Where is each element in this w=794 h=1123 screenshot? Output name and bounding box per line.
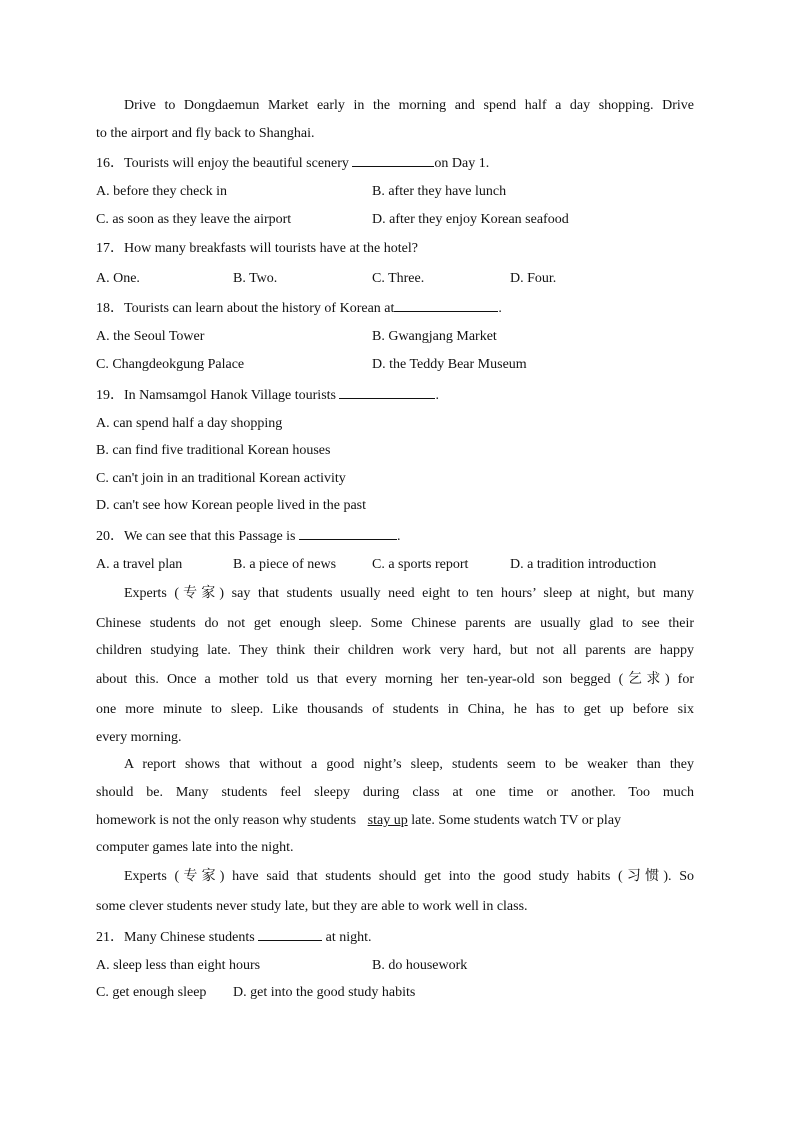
question-20-options [96,556,696,574]
question-17-stem: 17．How many breakfasts will tourists have at the hotel? [96,241,418,256]
option-b: B. do housework [372,958,468,973]
question-16-options-row2 [96,211,696,229]
option-b: B. after they have lunch [372,184,507,199]
passage-text: homework is not the only reason why students [96,813,357,828]
option-c: C. a sports report [372,557,469,572]
question-20-stem [96,526,401,544]
answer-blank [339,385,435,399]
option-b: B. a piece of news [233,557,337,572]
option-d: D. get into the good study habits [233,985,416,1000]
passage-line: some clever students never study late, but they are able to work well in class. [96,899,528,914]
passage-line [96,812,694,830]
answer-blank [352,153,434,167]
option-b: B. Two. [233,271,278,286]
question-stem-text: . [498,301,502,316]
option-d: D. a tradition introduction [510,557,657,572]
question-stem-text: . [435,388,439,403]
passage-line: to the airport and fly back to Shanghai. [96,126,315,141]
passage-line: Chinese students do not get enough sleep. Some Chinese parents are usually glad to see their [96,616,694,631]
question-21-stem [96,927,372,945]
option-c: C. can't join in an traditional Korean activity [96,471,346,486]
question-16-options-row1 [96,183,696,201]
passage-line: Experts (专家) say that students usually need eight to ten hours’ sleep at night, but many [124,586,694,601]
passage-line: children studying late. They think their children work very hard, but not all parents are happy [96,643,694,658]
question-stem-text: 19．In Namsamgol Hanok Village tourists [96,388,336,403]
question-18-stem [96,298,502,316]
question-19-stem [96,385,439,403]
question-21-options-row1 [96,957,696,975]
passage-line: one more minute to sleep. Like thousands of students in China, he has to get up before six [96,702,694,717]
passage-line: about this. Once a mother told us that every morning her ten-year-old son begged (乞求) for [96,672,694,687]
option-d: D. can't see how Korean people lived in the past [96,498,366,513]
underlined-phrase: stay up [367,813,408,828]
option-d: D. Four. [510,271,557,286]
question-21-options-row2 [96,984,696,1002]
option-a: A. One. [96,271,140,286]
question-stem-text: at night. [325,930,372,945]
option-a: A. a travel plan [96,557,183,572]
passage-line: should be. Many students feel sleepy during class at one time or another. Too much [96,785,694,800]
option-a: A. sleep less than eight hours [96,958,261,973]
passage-line: computer games late into the night. [96,840,294,855]
option-b: B. can find five traditional Korean houses [96,443,331,458]
question-stem-text: . [397,529,401,544]
passage-line: Experts (专家) have said that students should get into the good study habits (习惯). So [124,869,694,884]
option-c: C. Changdeokgung Palace [96,357,245,372]
option-c: C. get enough sleep [96,985,207,1000]
question-stem-text: 21．Many Chinese students [96,930,255,945]
option-c: C. Three. [372,271,425,286]
option-b: B. Gwangjang Market [372,329,497,344]
question-stem-text: 20．We can see that this Passage is [96,529,296,544]
question-stem-text: 16．Tourists will enjoy the beautiful scenery [96,156,349,171]
passage-line: A report shows that without a good night’s sleep, students seem to be weaker than they [124,757,694,772]
option-a: A. before they check in [96,184,227,199]
question-16-stem [96,153,489,171]
option-d: D. after they enjoy Korean seafood [372,212,569,227]
option-a: A. can spend half a day shopping [96,416,283,431]
option-a: A. the Seoul Tower [96,329,205,344]
question-18-options-row2 [96,356,696,374]
question-17-options [96,270,696,288]
question-stem-text: 18．Tourists can learn about the history of Korean at [96,301,395,316]
option-c: C. as soon as they leave the airport [96,212,292,227]
passage-line: Drive to Dongdaemun Market early in the morning and spend half a day shopping. Drive [124,98,694,113]
question-18-options-row1 [96,328,696,346]
passage-line: every morning. [96,730,182,745]
question-stem-text: on Day 1. [434,156,490,171]
answer-blank [394,298,498,312]
passage-text: late. Some students watch TV or play [411,813,622,828]
answer-blank [258,927,322,941]
answer-blank [299,526,397,540]
option-d: D. the Teddy Bear Museum [372,357,527,372]
